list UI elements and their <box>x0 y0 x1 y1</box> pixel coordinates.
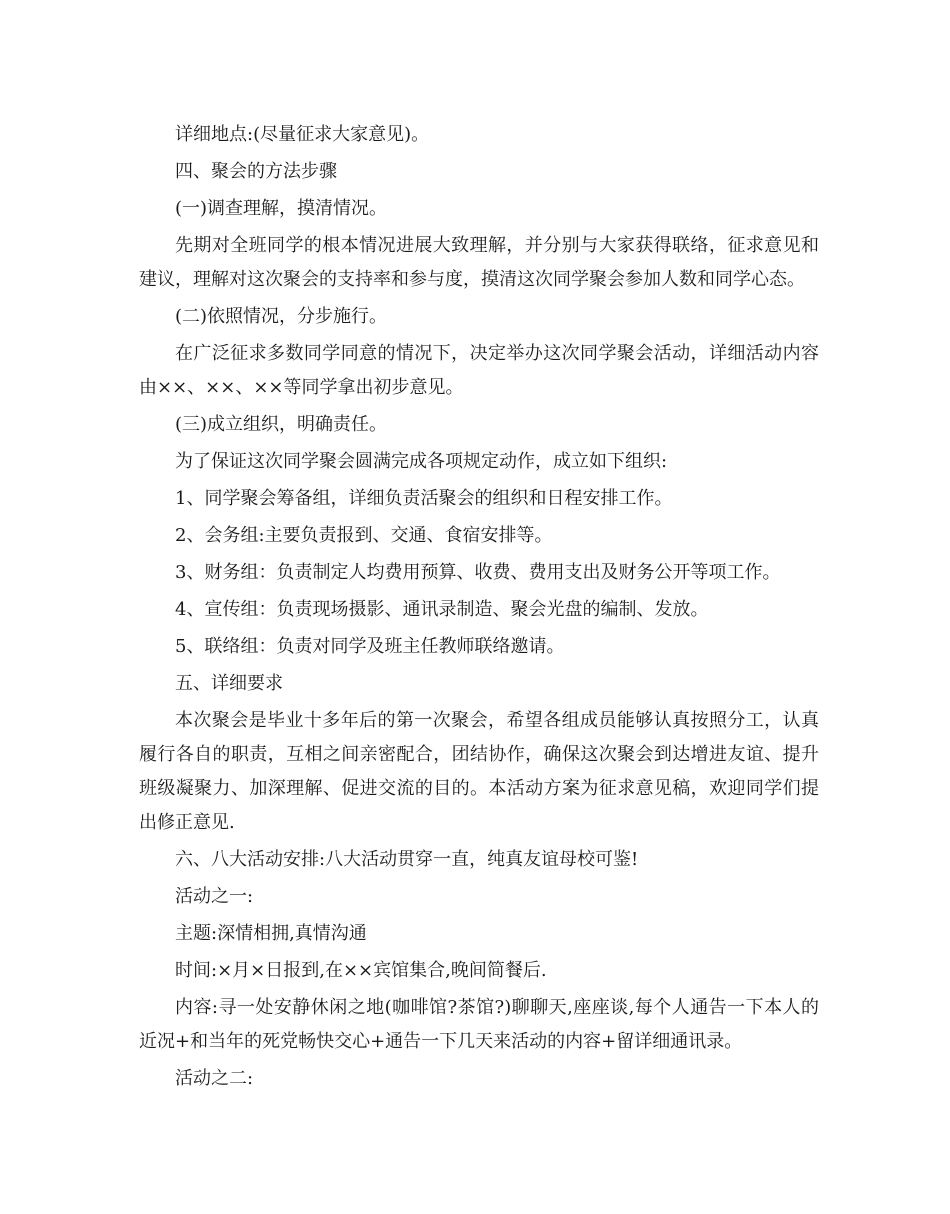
paragraph-step-3-intro: 为了保证这次同学聚会圆满完成各项规定动作，成立如下组织: <box>175 451 668 472</box>
list-item-4: 4、宣传组：负责现场摄影、通讯录制造、聚会光盘的编制、发放。 <box>175 599 709 620</box>
activity-1-time: 时间:×月×日报到,在××宾馆集合,晚间简餐后. <box>175 960 547 981</box>
list-item-1: 1、同学聚会筹备组，详细负责活聚会的组织和日程安排工作。 <box>175 488 673 509</box>
paragraph-requirements: 本次聚会是毕业十多年后的第一次聚会，希望各组成员能够认真按照分工，认真履行各自的职责，互相之间亲密配合，团结协作，确保这次聚会到达增进友谊、提升班级凝聚力、加深理解、促进交流的目的。本活动方案为征求意见稿，欢迎同学们提出修正意见. <box>139 710 819 833</box>
paragraph-location: 详细地点:(尽量征求大家意见)。 <box>175 124 430 145</box>
activity-1-content: 内容:寻一处安静休闲之地(咖啡馆?茶馆?)聊聊天,座座谈,每个人通告一下本人的近况+和当年的死党畅快交心+通告一下几天来活动的内容+留详细通讯录。 <box>139 997 819 1052</box>
heading-section-4: 四、聚会的方法步骤 <box>175 161 337 182</box>
heading-section-6: 六、八大活动安排:八大活动贯穿一直，纯真友谊母校可鉴! <box>175 849 639 870</box>
subheading-step-1: (一)调查理解，摸清情况。 <box>175 198 388 219</box>
subheading-step-2: (二)依照情况，分步施行。 <box>175 306 388 327</box>
list-item-2: 2、会务组:主要负责报到、交通、食宿安排等。 <box>175 525 553 546</box>
paragraph-step-2-body: 在广泛征求多数同学同意的情况下，决定举办这次同学聚会活动，详细活动内容由××、××、××等同学拿出初步意见。 <box>139 343 819 398</box>
document-body <box>139 118 819 1096</box>
heading-section-5: 五、详细要求 <box>175 673 283 694</box>
activity-2-label: 活动之二: <box>175 1068 254 1089</box>
paragraph-step-1-body: 先期对全班同学的根本情况进展大致理解，并分别与大家获得联络，征求意见和建议，理解对这次聚会的支持率和参与度，摸清这次同学聚会参加人数和同学心态。 <box>139 235 819 290</box>
subheading-step-3: (三)成立组织，明确责任。 <box>175 414 388 435</box>
activity-1-label: 活动之一: <box>175 886 254 907</box>
activity-1-theme: 主题:深情相拥,真情沟通 <box>175 923 367 944</box>
list-item-5: 5、联络组：负责对同学及班主任教师联络邀请。 <box>175 636 565 657</box>
list-item-3: 3、财务组：负责制定人均费用预算、收费、费用支出及财务公开等项工作。 <box>175 562 781 583</box>
